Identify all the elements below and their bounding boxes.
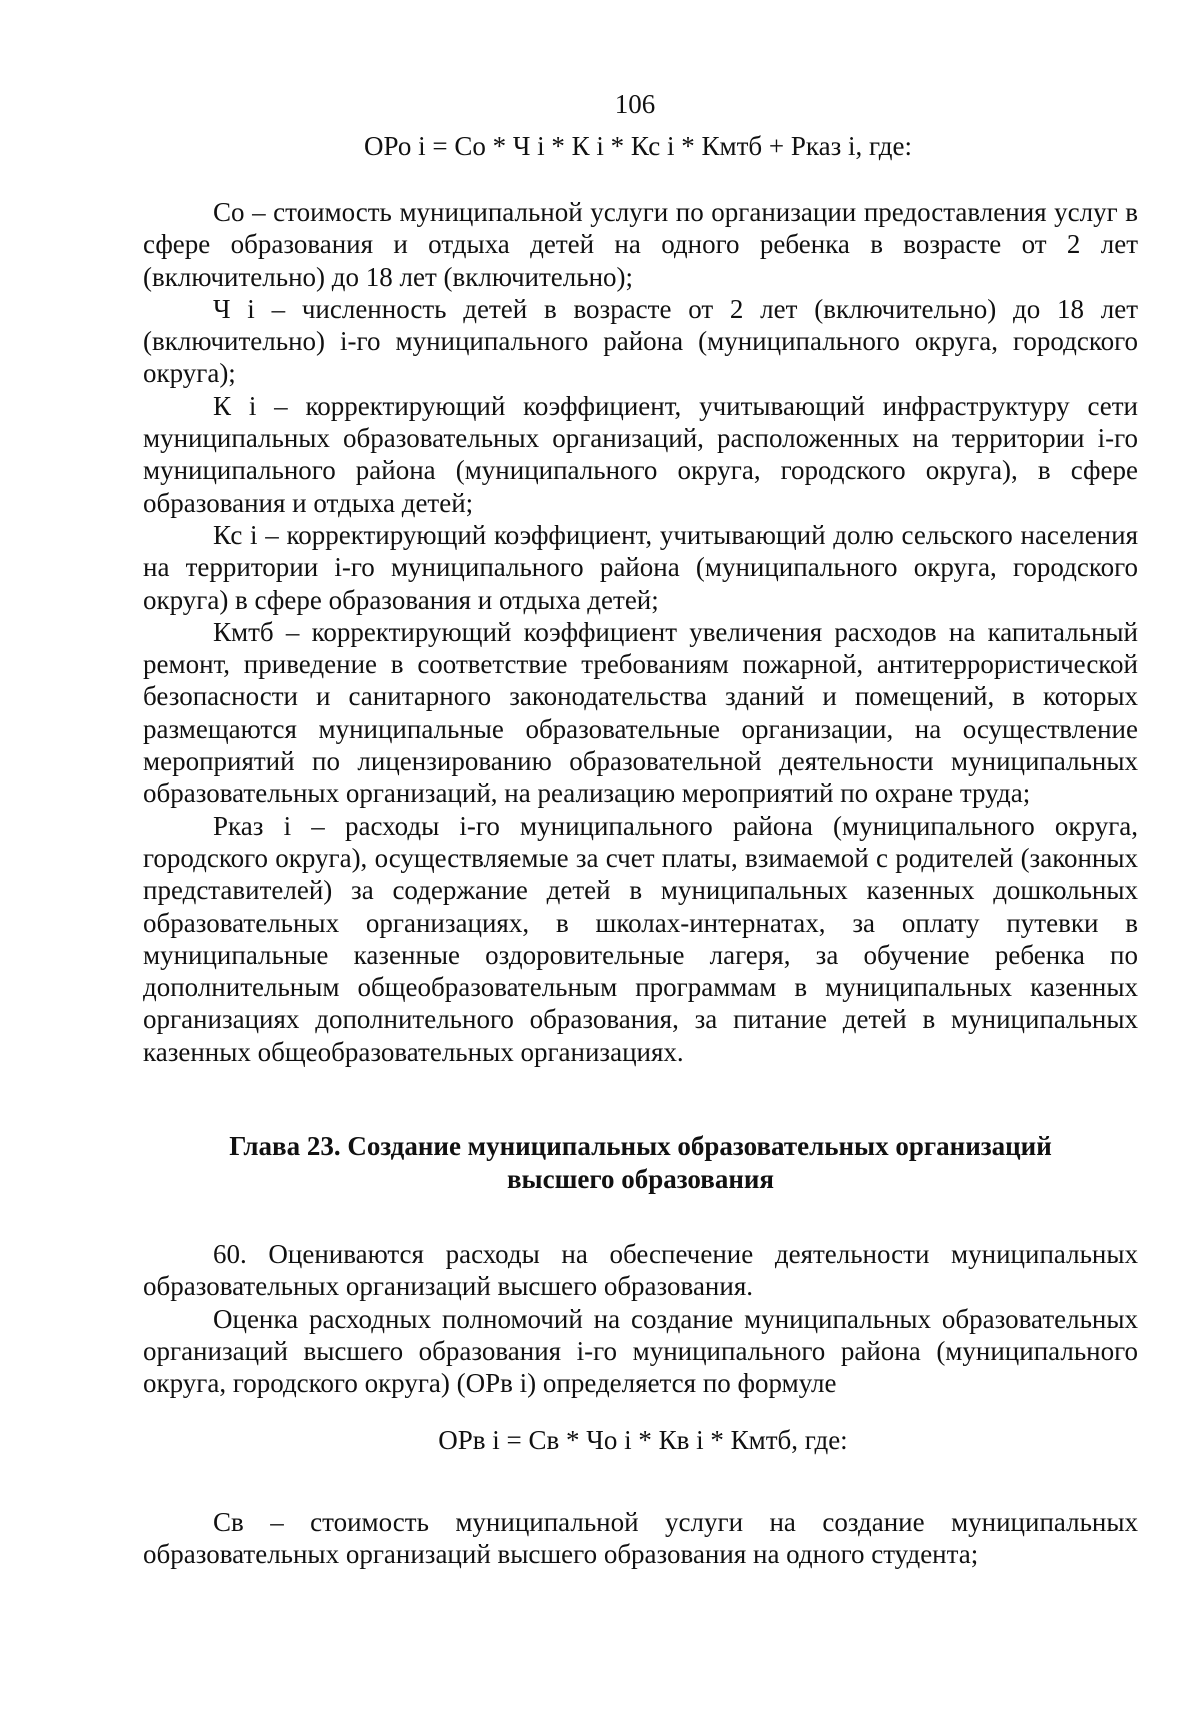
section-60-paragraph-2: Оценка расходных полномочий на создание муниципальных образовательных организаций высшего образования i-го муниципального района (муниципального округа, городского округа) (ОРв i) определяется по формуле: [143, 1303, 1138, 1399]
section-60: [143, 1238, 1138, 1399]
definition-ksi: Кс i – корректирующий коэффициент, учитывающий долю сельского населения на территории i-го муниципального района (муниципального округа, городского округа) в сфере образования и отдыха детей;: [143, 519, 1138, 615]
definition-kmtb: Кмтб – корректирующий коэффициент увеличения расходов на капитальный ремонт, приведение в соответствие требованиям пожарной, антитеррористической безопасности и санитарного законодательства зданий и помещений, в которых размещаются муниципальные образовательные организации, на осуществление мероприятий по лицензированию образовательной деятельности муниципальных образовательных организаций, на реализацию мероприятий по охране труда;: [143, 616, 1138, 809]
definition-co: Со – стоимость муниципальной услуги по организации предоставления услуг в сфере образования и отдыха детей на одного ребенка в возрасте от 2 лет (включительно) до 18 лет (включительно);: [143, 197, 1138, 292]
chapter-heading: [143, 1130, 1138, 1196]
chapter-heading-line-1: Глава 23. Создание муниципальных образовательных организаций: [229, 1131, 1052, 1161]
chapter-heading-line-2: высшего образования: [506, 1164, 775, 1194]
definitions-orv: [143, 1506, 1138, 1571]
formula-orv: ОРв i = Св * Чо i * Кв i * Кмтб, где:: [438, 1425, 848, 1455]
definition-chi: Ч i – численность детей в возрасте от 2 лет (включительно) до 18 лет (включительно) i-го муниципального района (муниципального округа, городского округа);: [143, 293, 1138, 389]
definition-sv: Св – стоимость муниципальной услуги на создание муниципальных образовательных организаций высшего образования на одного студента;: [143, 1507, 1138, 1570]
definitions-opo: [143, 196, 1138, 1068]
formula-opo: ОРо i = Со * Ч i * К i * Кс i * Кмтб + Рказ i, где:: [364, 131, 912, 161]
page-number: 106: [614, 89, 656, 119]
definition-rkaz: Рказ i – расходы i-го муниципального района (муниципального округа, городского округа), осуществляемые за счет платы, взимаемой с родителей (законных представителей) за содержание детей в муниципальных казенных дошкольных образовательных организациях, в школах-интернатах, за оплату путевки в муниципальные казенные оздоровительные лагеря, за обучение ребенка по дополнительным общеобразовательным программам в муниципальных казенных организациях дополнительного образования, за питание детей в муниципальных казенных общеобразовательных организациях.: [143, 810, 1138, 1067]
definition-ki: К i – корректирующий коэффициент, учитывающий инфраструктуру сети муниципальных образовательных организаций, расположенных на территории i-го муниципального района (муниципального округа, городского округа), в сфере образования и отдыха детей;: [143, 390, 1138, 518]
section-60-paragraph-1: 60. Оцениваются расходы на обеспечение деятельности муниципальных образовательных организаций высшего образования.: [143, 1239, 1138, 1302]
